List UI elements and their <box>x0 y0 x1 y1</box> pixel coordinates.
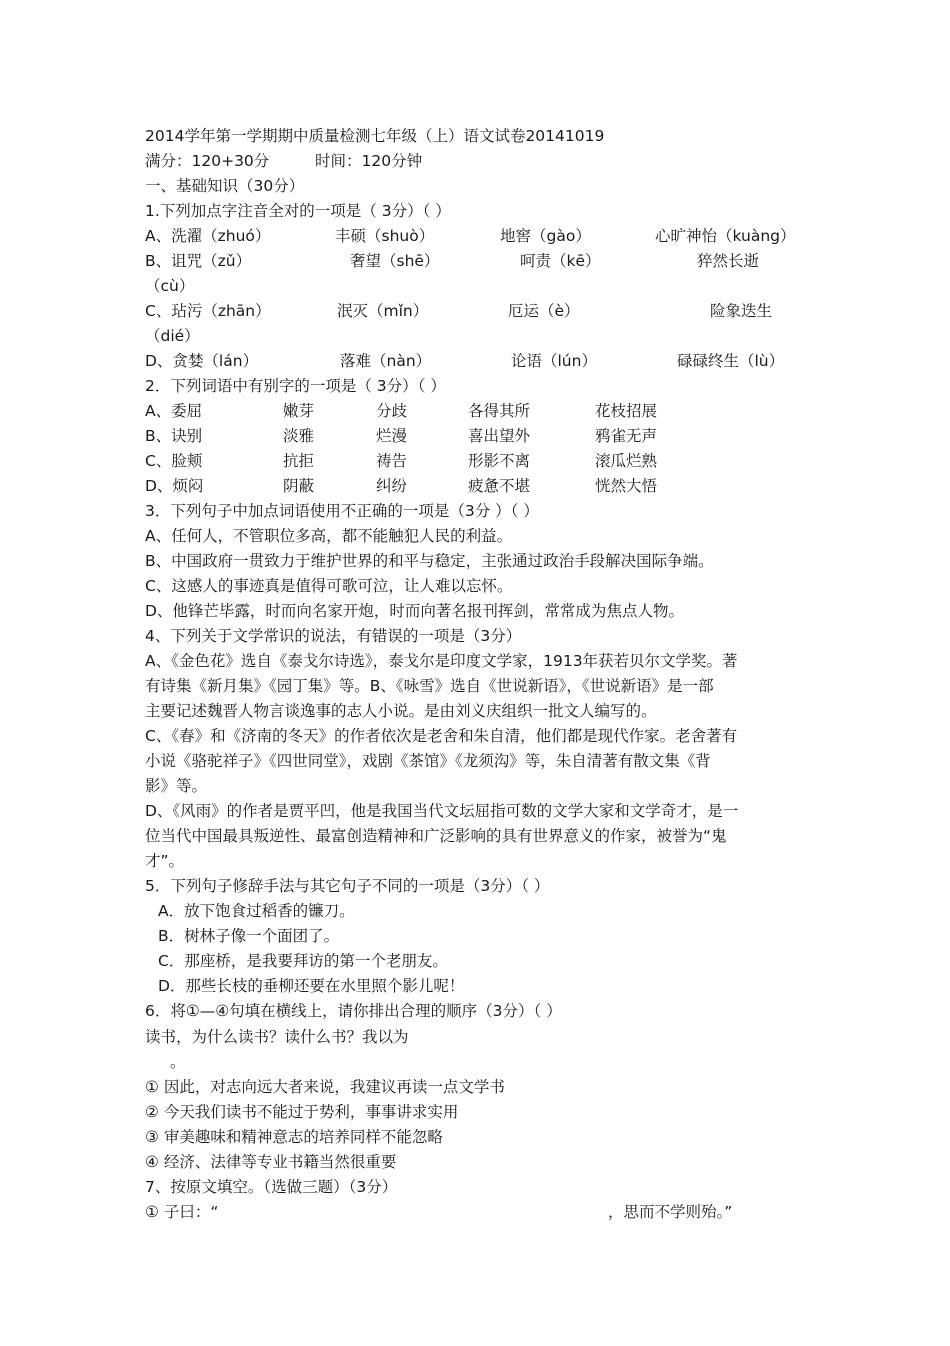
q4-line: 位当代中国最具叛逆性、最富创造精神和广泛影响的具有世界意义的作家，被誉为“鬼 <box>145 827 727 845</box>
q2-word: 纠纷 <box>376 477 408 495</box>
q1-option-d-4: 碌碌终生（lù） <box>677 352 785 370</box>
q1-option-b-1: B、诅咒（zǔ） <box>145 252 252 270</box>
q2-word: 各得其所 <box>468 402 531 420</box>
q6-item: ③ 审美趣味和精神意志的培养同样不能忽略 <box>145 1128 443 1146</box>
q2-word: 嫩芽 <box>283 402 315 420</box>
q7-item1-end: ，思而不学则殆。” <box>608 1203 733 1221</box>
q1-option-c-2: 泯灭（mǐn） <box>337 302 429 320</box>
q3-option-d: D、他锋芒毕露，时而向名家开炮，时而向著名报刊挥剑，常常成为焦点人物。 <box>145 602 684 620</box>
q4-line: 有诗集《新月集》《园丁集》等。B、《咏雪》选自《世说新语》，《世说新语》是一部 <box>145 677 714 695</box>
q2-stem: 2．下列词语中有别字的一项是（ 3分）（ ） <box>145 377 446 395</box>
q1-option-d-3: 论语（lún） <box>511 352 597 370</box>
q1-option-d-1: D、贪婪（lán） <box>145 352 259 370</box>
q1-option-a-2: 丰硕（shuò） <box>335 227 435 245</box>
q2-word: 淡雅 <box>283 427 315 445</box>
q5-stem: 5．下列句子修辞手法与其它句子不同的一项是（3分）（ ） <box>145 877 550 895</box>
exam-title: 2014学年第一学期期中质量检测七年级（上）语文试卷20141019 <box>145 127 605 145</box>
q1-option-c-cont: （dié） <box>145 327 200 345</box>
q1-option-b-3: 呵责（kē） <box>520 252 601 270</box>
q2-word: 分歧 <box>376 402 408 420</box>
q2-word: 形影不离 <box>468 452 531 470</box>
q2-word: 祷告 <box>376 452 408 470</box>
q2-word: B、诀别 <box>145 427 203 445</box>
q4-line: 小说《骆驼祥子》《四世同堂》，戏剧《茶馆》《龙须沟》等，朱自清著有散文集《背 <box>145 752 711 770</box>
q4-line: D、《风雨》的作者是贾平凹，他是我国当代文坛屈指可数的文学大家和文学奇才，是一 <box>145 802 739 820</box>
q2-word: 喜出望外 <box>468 427 531 445</box>
q2-word: D、烦闷 <box>145 477 204 495</box>
time-info: 时间：120分钟 <box>315 152 423 170</box>
q2-word: 疲惫不堪 <box>468 477 531 495</box>
q2-word: 阴蔽 <box>283 477 315 495</box>
q1-option-d-2: 落难（nàn） <box>340 352 432 370</box>
q4-line: 影》等。 <box>145 777 208 795</box>
q5-option-b: B．树林子像一个面团了。 <box>158 927 340 945</box>
q3-option-c: C、这感人的事迹真是值得可歌可泣，让人难以忘怀。 <box>145 577 513 595</box>
q6-intro: 读书，为什么读书？读什么书？我以为 <box>145 1028 409 1046</box>
q2-word: 恍然大悟 <box>595 477 658 495</box>
q1-stem: 1.下列加点字注音全对的一项是（ 3分）（ ） <box>145 202 451 220</box>
q2-word: 滚瓜烂熟 <box>595 452 658 470</box>
q2-word: 抗拒 <box>283 452 315 470</box>
q1-option-a-1: A、洗濯（zhuó） <box>145 227 271 245</box>
q6-item: ① 因此，对志向远大者来说，我建议再读一点文学书 <box>145 1078 505 1096</box>
q6-period: 。 <box>170 1053 186 1071</box>
q1-option-c-1: C、玷污（zhān） <box>145 302 271 320</box>
q2-word: 烂漫 <box>376 427 408 445</box>
q7-item1-start: ① 子曰：“ <box>145 1203 219 1221</box>
q5-option-a: A．放下饱食过稻香的镰刀。 <box>158 902 355 920</box>
q2-word: C、脸颊 <box>145 452 203 470</box>
q3-option-a: A、任何人，不管职位多高，都不能触犯人民的利益。 <box>145 527 513 545</box>
q1-option-c-4: 险象迭生 <box>710 302 773 320</box>
q1-option-a-4: 心旷神怡（kuàng） <box>655 227 796 245</box>
q1-option-c-3: 厄运（è） <box>508 302 580 320</box>
q6-item: ④ 经济、法律等专业书籍当然很重要 <box>145 1153 397 1171</box>
q6-item: ② 今天我们读书不能过于势利，事事讲求实用 <box>145 1103 459 1121</box>
q4-line: A、《金色花》选自《泰戈尔诗选》，泰戈尔是印度文学家，1913年获若贝尔文学奖。著 <box>145 652 738 670</box>
q7-stem: 7、按原文填空。（选做三题）（3分） <box>145 1178 398 1196</box>
q3-option-b: B、中国政府一贯致力于维护世界的和平与稳定，主张通过政治手段解决国际争端。 <box>145 552 714 570</box>
q1-option-b-cont: （cù） <box>145 277 195 295</box>
q1-option-a-3: 地窖（gào） <box>500 227 591 245</box>
q4-stem: 4、下列关于文学常识的说法，有错误的一项是（3分） <box>145 627 522 645</box>
q4-line: 才”。 <box>145 852 185 870</box>
q5-option-c: C．那座桥，是我要拜访的第一个老朋友。 <box>158 952 448 970</box>
q1-option-b-4: 猝然长逝 <box>697 252 760 270</box>
q4-line: C、《春》和《济南的冬天》的作者依次是老舍和朱自清，他们都是现代作家。老舍著有 <box>145 727 738 745</box>
q3-stem: 3．下列句子中加点词语使用不正确的一项是（3分 ）（ ） <box>145 502 539 520</box>
q2-word: 花枝招展 <box>595 402 658 420</box>
q2-word: 鸦雀无声 <box>595 427 658 445</box>
section-heading: 一、基础知识（30分） <box>145 177 305 195</box>
q5-option-d: D．那些长枝的垂柳还要在水里照个影儿呢！ <box>158 977 465 995</box>
q4-line: 主要记述魏晋人物言谈逸事的志人小说。是由刘义庆组织一批文人编写的。 <box>145 702 657 720</box>
q2-word: A、委屈 <box>145 402 203 420</box>
score-info: 满分：120+30分 <box>145 152 270 170</box>
q6-stem: 6．将①—④句填在横线上，请你排出合理的顺序（3分）（ ） <box>145 1002 562 1020</box>
q1-option-b-2: 奢望（shē） <box>350 252 440 270</box>
